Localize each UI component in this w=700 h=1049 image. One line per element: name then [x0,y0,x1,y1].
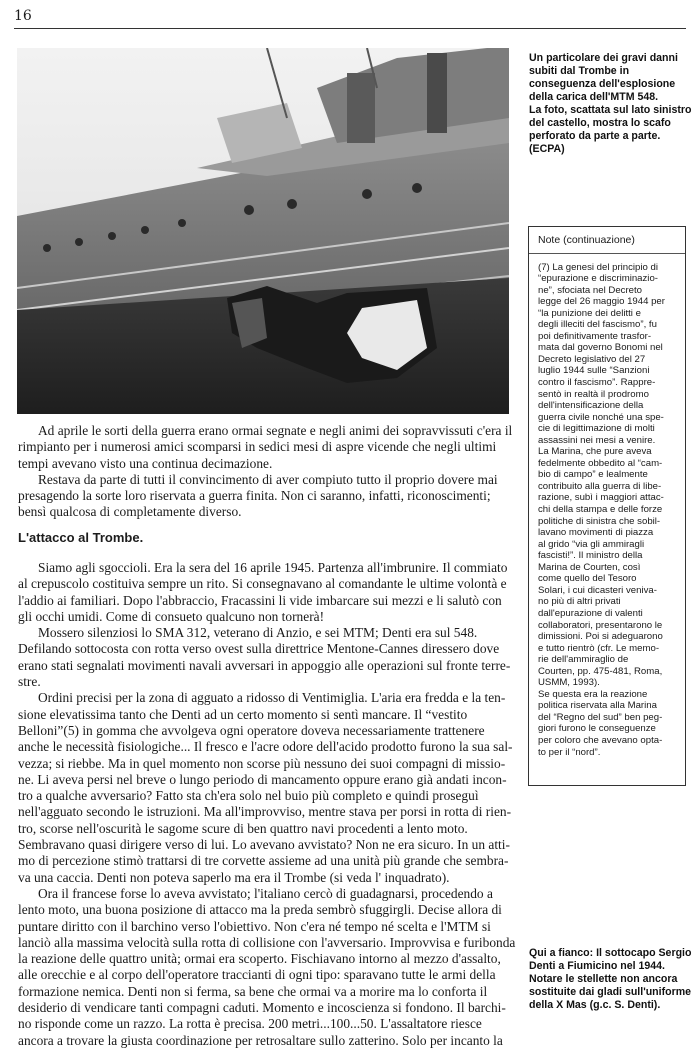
text-line: rie dell'ammiraglio de [538,654,629,666]
text-line: no più di altri privati [538,596,621,608]
photo-caption-bottom [529,947,691,1012]
text-line: desiderio di vendicare tanti compagni caduti. Momento e incoscienza si fondono. Il barchi- [18,1000,506,1016]
text-line: stre. [18,674,41,690]
notes-box [528,226,686,786]
text-line: no risponde come un razzo. La rotta è precisa. 200 metri...100...50. L'assaltatore riesce [18,1016,482,1032]
text-line: degli illeciti del fascismo”, fu [538,319,657,331]
text-line: sione elevatissima tanto che Denti ad un certo momento si sentì mancare. Il “vestito [18,706,468,722]
text-line: poi definitivamente trasfor- [538,330,652,342]
text-line: “la punizione dei delitti e [538,307,641,319]
text-line: contribuito alla guerra di libe- [538,480,662,492]
text-line: fedelmente obbedito al “cam- [538,457,663,469]
text-line: bio di campo” e lealmente [538,469,648,481]
header-rule [14,28,686,29]
text-line: Mossero silenziosi lo SMA 312, veterano di Anzio, e sei MTM; Denti era sul 548. [38,625,478,641]
text-line: cie di legittimazione di molti [538,423,655,435]
text-line: dall'epurazione di valenti [538,607,643,619]
text-line: chi della stampa e delle forze [538,504,663,516]
notes-divider [529,253,685,254]
section-heading: L'attacco al Trombe. [18,530,144,545]
text-line: tro, scorse nell'oscurità le sagome scure di ben quattro navi procedenti a lento moto. [18,820,468,836]
text-line: e tutto rientrò (cfr. Le memo- [538,642,660,654]
text-line: del “Regno del sud” ben peg- [538,711,663,723]
text-line: Ordini precisi per la zona di agguato a ridosso di Ventimiglia. L'aria era fredda e la ten- [38,690,506,706]
text-line: va una caccia. Denti non poteva saperlo ma era il Trombe (si veda l' inquadrato). [18,869,450,885]
text-line: rimpianto per i numerosi amici scomparsi in sedici mesi di aspre vicende che negli ultimi [18,439,497,455]
caption-line: conseguenza dell'esplosione [529,78,676,90]
text-line: lanciò alla massima velocità sulla rotta di collisione con l'avversario. Improvvisa e furibonda [18,934,516,950]
notes-body [538,262,679,759]
text-line: USMM, 1993). [538,677,600,689]
text-line: Defilando sottocosta con rotta verso ovest sulla direttrice Mentone-Cannes diressero dove [18,641,500,657]
warship-damage-photo [17,48,509,414]
text-line: luglio 1944 sulle “Sanzioni [538,365,650,377]
text-line: Restava da parte di tutti il convincimento di aver compiuto tutto il proprio dovere mai [38,471,498,487]
text-line: fascisti!”. Il ministro della [538,550,643,562]
text-line: ancora a trovare la giusta coordinazione per retrosaltare sullo zatterino. Solo per incanto la [18,1032,503,1048]
text-line: guerra civile nonché una spe- [538,411,664,423]
text-line: Courten, pp. 475-481, Roma, [538,665,663,677]
text-line: Marina de Courten, così [538,561,641,573]
text-line: Siamo agli sgoccioli. Era la sera del 16 aprile 1945. Partenza all'imbrunire. Il commiato [38,560,508,575]
text-line: dell'intensificazione della [538,400,644,412]
text-line: legge del 26 maggio 1944 per [538,296,665,308]
text-line: mata dal governo Bonomi nel [538,342,663,354]
page-number: 16 [14,8,32,24]
text-line: ne. Li aveva persi nel breve o lungo periodo di mancamento oppure erano già andati incon- [18,771,507,787]
text-line: assassini nei mesi a venire. [538,434,656,446]
text-line: puntare diritto con il barchino verso l'obiettivo. Non c'era né tempo né scelta e l'MTM si [18,918,491,934]
text-line: presagendo la sorte loro riservata a guerra finita. Non ci saranno, infatti, riconoscimenti; [18,488,491,504]
caption-line: sostituite dai gladi sull'uniforme [529,986,692,998]
text-line: al grido “via gli ammiragli [538,538,645,550]
intro-paragraphs [18,423,512,521]
caption-line: Qui a fianco: Il sottocapo Sergio [529,947,692,959]
text-line: to per il “nord”. [538,746,601,758]
caption-line: subiti dal Trombe in [529,65,630,77]
text-line: bensì qualcosa di completamente diverso. [18,504,242,520]
caption-line: del castello, mostra lo scafo [529,117,671,129]
text-line: razione, subì i maggiori attac- [538,492,664,504]
caption-line: Denti a Fiumicino nel 1944. [529,960,665,972]
text-line: La Marina, che pure aveva [538,446,652,458]
photo-caption [529,52,691,156]
text-line: tro a qualche avversario? Fatto sta ch'era solo nel buio più completo e quindi proseguì [18,788,479,804]
text-line: al crepuscolo costituiva sempre un rito. Si consegnavano al comandante le ultime volontà e [18,576,507,592]
text-line: la reazione delle quattro unità; ormai era scoperto. Fischiavano intorno al mezzo d'assalto, [18,951,501,967]
text-line: sentò in realtà il prodromo [538,388,649,400]
text-line: contro il fascismo”. Rappre- [538,377,656,389]
caption-line: (ECPA) [529,143,565,155]
text-line: tempi avevano visto una continua decimazione. [18,455,273,471]
caption-line: della X Mas (g.c. S. Denti). [529,999,661,1011]
caption-line: La foto, scattata sul lato sinistro [529,104,692,116]
text-line: ne”, sfociata nel Decreto [538,284,642,296]
caption-line: perforato da parte a parte. [529,130,661,142]
text-line: anche le necessità fisiologiche... Il fresco e l'acre odore dell'acido prodotto furono la sua sal- [18,739,513,755]
text-line: Ora il francese forse lo aveva avvistato; l'italiano cercò di guadagnarsi, procedendo a [38,885,493,901]
text-line: alle orecchie e al corpo dell'operatore traccianti di ogni tipo: sparavano tutte le armi della [18,967,496,983]
text-line: “epurazione e discriminazio- [538,273,658,285]
text-line: erano stati segnalati movimenti navali avversari in appoggio alle operazioni sul fronte terre- [18,657,511,673]
text-line: Belloni”(5) in gomma che avvolgeva ogni operatore doveva necessariamente trattenere [18,722,485,738]
notes-title: Note (continuazione) [538,234,635,246]
text-line: dimissioni. Poi si adeguarono [538,631,663,643]
text-line: mo di percezione stimò trattarsi di tre corvette assieme ad una unità più grande che sembra- [18,853,509,869]
text-line: gli occhi umidi. Come di consueto qualcuno non tornerà! [18,608,325,624]
caption-line: Notare le stellette non ancora [529,973,678,985]
text-line: giori furono le conseguenze [538,723,656,735]
text-line: nell'agguato secondo le istruzioni. Ma all'improvviso, mentre stava per porsi in rotta di rien- [18,804,512,820]
caption-line: Un particolare dei gravi danni [529,52,678,64]
text-line: Ad aprile le sorti della guerra erano ormai segnate e negli animi dei sopravvissuti c'era il [38,423,513,438]
text-line: Sembravano quasi dirigere verso di lui. Lo avevano avvistato? Non ne era sicuro. In un atti- [18,837,510,853]
text-line: come quello del Tesoro [538,573,637,585]
article-body [18,560,515,1049]
text-line: collaboratori, presentarono le [538,619,663,631]
text-line: vezza; si riebbe. Ma in quel momento non scorse più nessuno dei suoi compagni di missio- [18,755,506,771]
text-line: Solari, i cui dicasteri veniva- [538,584,657,596]
text-line: Se questa era la reazione [538,688,648,700]
text-line: lavano movimenti di piazza [538,527,654,539]
text-line: l'addio ai familiari. Dopo l'abbraccio, Fracassini li vide imbarcare sui mezzi e li salutò con [18,592,502,608]
caption-line: della carica dell'MTM 548. [529,91,659,103]
text-line: (7) La genesi del principio di [538,261,658,273]
text-line: politica riservata alla Marina [538,700,657,712]
text-line: lento moto, una buona posizione di attacco ma la preda sembrò sfuggirgli. Decise allora di [18,902,502,918]
text-line: per coloro che avevano opta- [538,734,663,746]
text-line: politiche di sinistra che sobil- [538,515,661,527]
text-line: Decreto legislativo del 27 [538,353,646,365]
text-line: formazione nemica. Denti non si ferma, sa bene che ormai va a morire ma lo conforta il [18,983,488,999]
